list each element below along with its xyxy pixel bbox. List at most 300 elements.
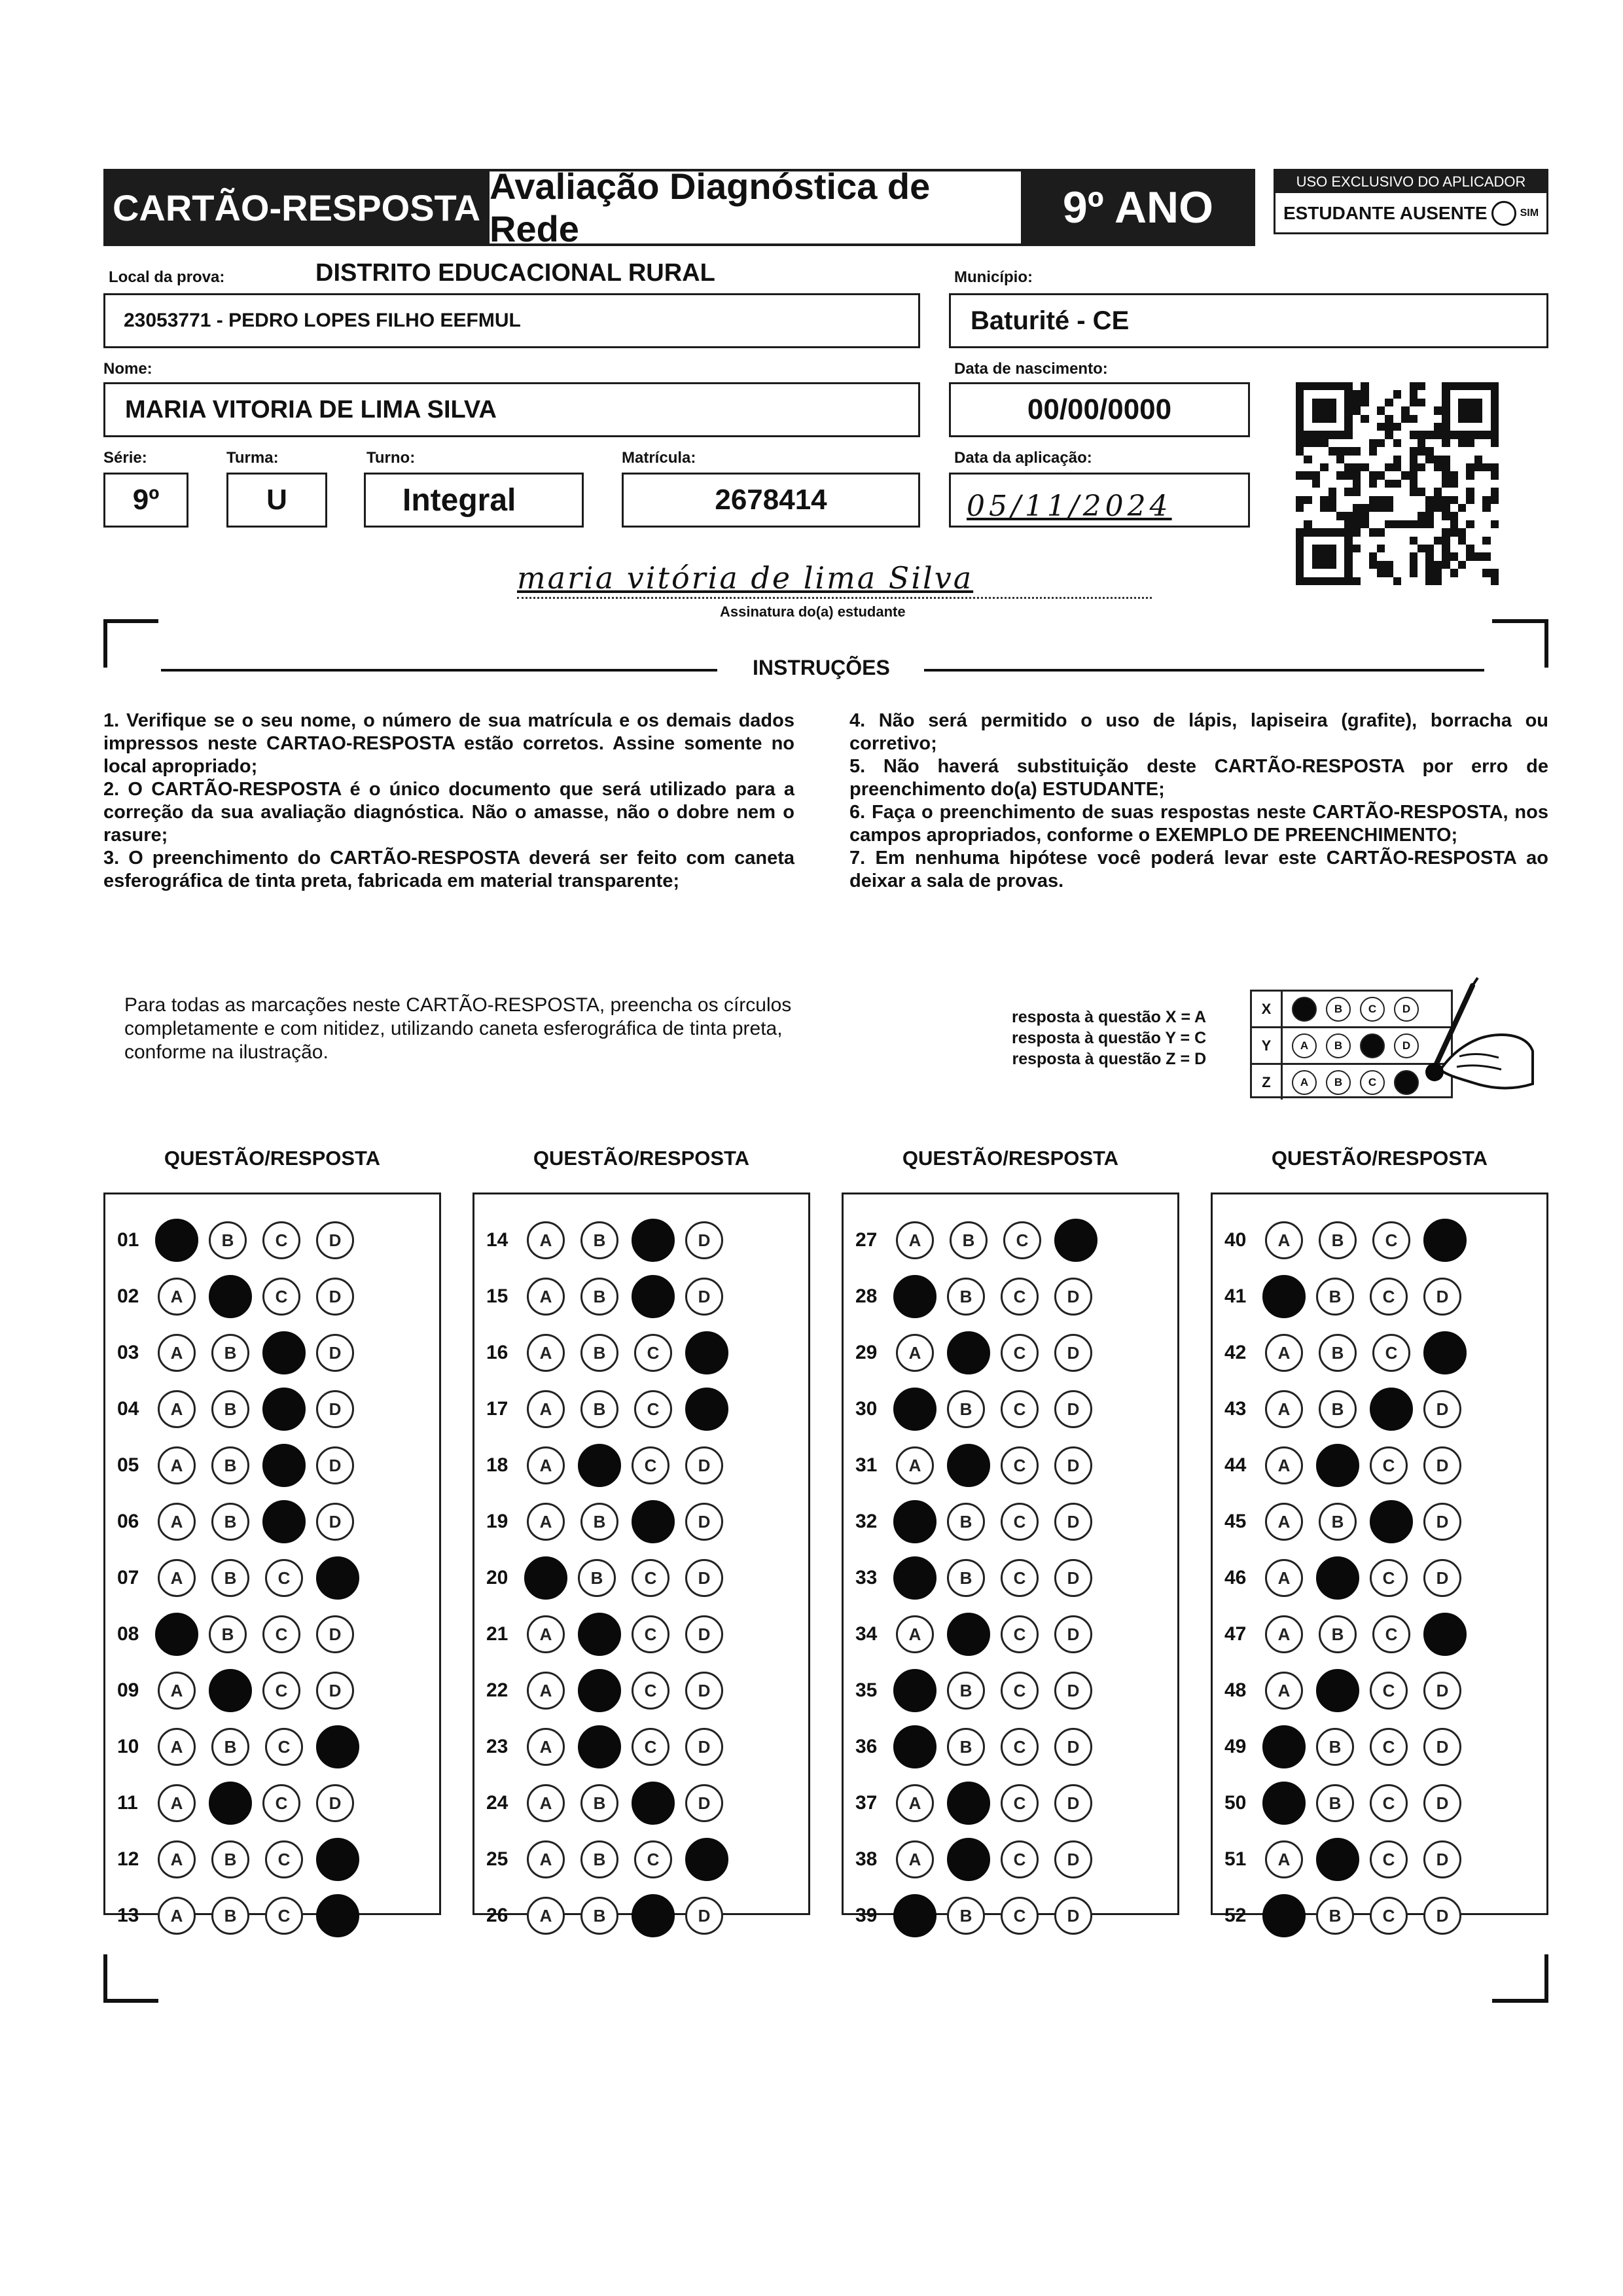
question-number: 24 bbox=[486, 1792, 508, 1814]
instructions-divider-left bbox=[161, 669, 717, 672]
answer-bubble-d[interactable]: D bbox=[1423, 1278, 1461, 1316]
answer-bubble-c[interactable]: C bbox=[632, 1559, 669, 1597]
answer-bubble-d[interactable]: D bbox=[1054, 1615, 1092, 1653]
answer-bubble-d[interactable]: D bbox=[685, 1784, 723, 1822]
question-row bbox=[1213, 1777, 1546, 1829]
question-number: 51 bbox=[1224, 1848, 1247, 1870]
answer-bubble-d[interactable]: D bbox=[316, 1446, 354, 1484]
answer-bubble-d[interactable]: D bbox=[685, 1221, 723, 1259]
class-label: Turma: bbox=[226, 449, 279, 467]
answer-bubble-a[interactable]: A bbox=[527, 1784, 565, 1822]
grade-value: 9º bbox=[132, 484, 160, 516]
answer-bubble-c[interactable] bbox=[632, 1219, 675, 1262]
answer-bubble-a[interactable] bbox=[1262, 1275, 1306, 1318]
answer-bubble-b[interactable]: B bbox=[580, 1840, 618, 1878]
example-legend-item: resposta à questão Y = C bbox=[1012, 1029, 1207, 1047]
question-number: 44 bbox=[1224, 1454, 1247, 1476]
answer-bubble-a[interactable]: A bbox=[158, 1784, 196, 1822]
answer-bubble-a[interactable] bbox=[893, 1894, 936, 1937]
question-row bbox=[105, 1383, 439, 1435]
answer-bubble-a[interactable]: A bbox=[158, 1503, 196, 1541]
answer-bubble-d[interactable]: D bbox=[1423, 1784, 1461, 1822]
question-number: 08 bbox=[117, 1623, 139, 1645]
question-number: 31 bbox=[855, 1454, 878, 1476]
answer-bubble-c[interactable]: C bbox=[1003, 1221, 1041, 1259]
answer-bubble-d[interactable]: D bbox=[1054, 1897, 1092, 1935]
answer-bubble-d[interactable]: D bbox=[1423, 1503, 1461, 1541]
answer-bubble-d[interactable]: D bbox=[1423, 1897, 1461, 1935]
answer-bubble-d[interactable]: D bbox=[1054, 1784, 1092, 1822]
answer-bubble-b[interactable] bbox=[947, 1782, 990, 1825]
answer-bubble-c[interactable]: C bbox=[265, 1559, 303, 1597]
question-row bbox=[474, 1214, 808, 1266]
answer-bubble-a[interactable]: A bbox=[1265, 1840, 1303, 1878]
answer-bubble-b[interactable]: B bbox=[578, 1559, 616, 1597]
answer-bubble-b[interactable] bbox=[209, 1275, 252, 1318]
answer-bubble-a[interactable]: A bbox=[1265, 1672, 1303, 1710]
answer-bubble-c[interactable]: C bbox=[1370, 1278, 1408, 1316]
answer-bubble-b[interactable] bbox=[947, 1613, 990, 1656]
answer-bubble-a[interactable]: A bbox=[158, 1334, 196, 1372]
question-row bbox=[1213, 1270, 1546, 1323]
answer-bubble-d[interactable]: D bbox=[685, 1897, 723, 1935]
answer-bubble-c[interactable]: C bbox=[634, 1334, 672, 1372]
instruction-item: 4. Não será permitido o uso de lápis, lapiseira (grafite), borracha ou corretivo; bbox=[849, 710, 1548, 754]
answer-bubble-a[interactable]: A bbox=[158, 1840, 196, 1878]
answer-bubble-d[interactable]: D bbox=[1054, 1334, 1092, 1372]
question-row bbox=[844, 1383, 1177, 1435]
answer-bubble-d[interactable]: D bbox=[316, 1672, 354, 1710]
answer-bubble-a[interactable]: A bbox=[158, 1728, 196, 1766]
question-row bbox=[844, 1833, 1177, 1886]
answer-bubble-a[interactable]: A bbox=[1265, 1390, 1303, 1428]
example-row-label: Z bbox=[1252, 1065, 1283, 1100]
answer-bubble-b[interactable] bbox=[1316, 1556, 1359, 1600]
answer-bubble-b[interactable] bbox=[209, 1669, 252, 1712]
answer-bubble-c[interactable] bbox=[262, 1500, 306, 1543]
answer-bubble-b[interactable]: B bbox=[211, 1840, 249, 1878]
municipality-field bbox=[949, 293, 1548, 348]
answer-bubble-c[interactable] bbox=[632, 1500, 675, 1543]
signature bbox=[517, 560, 1152, 599]
answer-bubble-c[interactable] bbox=[632, 1782, 675, 1825]
answer-bubble-a[interactable]: A bbox=[527, 1615, 565, 1653]
answer-bubble-d[interactable]: D bbox=[1054, 1390, 1092, 1428]
answer-bubble-c[interactable]: C bbox=[265, 1840, 303, 1878]
shift-value: Integral bbox=[402, 482, 516, 518]
question-row bbox=[474, 1777, 808, 1829]
question-row bbox=[474, 1383, 808, 1435]
question-row bbox=[1213, 1214, 1546, 1266]
answer-bubble-b[interactable]: B bbox=[211, 1897, 249, 1935]
answer-bubble-a[interactable]: A bbox=[896, 1615, 934, 1653]
answer-bubble-d[interactable] bbox=[685, 1331, 728, 1374]
question-number: 16 bbox=[486, 1342, 508, 1363]
answer-bubble-b[interactable]: B bbox=[1319, 1615, 1357, 1653]
answer-bubble-c[interactable]: C bbox=[634, 1840, 672, 1878]
answer-bubble-d[interactable] bbox=[1423, 1613, 1467, 1656]
example-row-label: Y bbox=[1252, 1028, 1283, 1063]
instruction-item: 6. Faça o preenchimento de suas respostas neste CARTÃO-RESPOSTA, nos campos apropriados, conforme o EXEMPLO DE PREENCHIMENTO; bbox=[849, 802, 1548, 846]
answer-bubble-c[interactable]: C bbox=[632, 1446, 669, 1484]
answer-bubble-d[interactable]: D bbox=[1423, 1390, 1461, 1428]
question-row bbox=[1213, 1890, 1546, 1942]
absent-student-checkbox[interactable] bbox=[1491, 201, 1516, 226]
answer-bubble-c[interactable]: C bbox=[1370, 1672, 1408, 1710]
answer-bubble-a[interactable]: A bbox=[1265, 1334, 1303, 1372]
question-number: 11 bbox=[117, 1792, 138, 1814]
answer-bubble-a[interactable]: A bbox=[527, 1278, 565, 1316]
answer-bubble-a[interactable] bbox=[893, 1725, 936, 1768]
answer-bubble-d[interactable]: D bbox=[1423, 1446, 1461, 1484]
answer-bubble-a[interactable]: A bbox=[527, 1897, 565, 1935]
answer-bubble-d[interactable]: D bbox=[1423, 1728, 1461, 1766]
answer-bubble-c[interactable]: C bbox=[634, 1390, 672, 1428]
answer-bubble-d[interactable]: D bbox=[1423, 1840, 1461, 1878]
answer-bubble-b[interactable]: B bbox=[1316, 1784, 1354, 1822]
question-row bbox=[105, 1890, 439, 1942]
answer-bubble-b[interactable]: B bbox=[947, 1503, 985, 1541]
answer-bubble-c[interactable]: C bbox=[1001, 1446, 1039, 1484]
answer-bubble-a[interactable]: A bbox=[896, 1334, 934, 1372]
answer-bubble-a[interactable]: A bbox=[527, 1728, 565, 1766]
question-number: 37 bbox=[855, 1792, 878, 1814]
answer-bubble-c[interactable]: C bbox=[262, 1615, 300, 1653]
answer-bubble-c[interactable]: C bbox=[265, 1897, 303, 1935]
question-number: 09 bbox=[117, 1679, 139, 1701]
answer-bubble-a[interactable]: A bbox=[1265, 1559, 1303, 1597]
answer-bubble-a[interactable]: A bbox=[158, 1897, 196, 1935]
answer-bubble-d[interactable] bbox=[1054, 1219, 1097, 1262]
answer-bubble-c[interactable] bbox=[632, 1894, 675, 1937]
example-bubble-c: C bbox=[1360, 1070, 1385, 1095]
question-row bbox=[474, 1833, 808, 1886]
question-number: 28 bbox=[855, 1285, 878, 1307]
answer-bubble-b[interactable]: B bbox=[211, 1446, 249, 1484]
example-legend-item: resposta à questão X = A bbox=[1012, 1008, 1207, 1026]
question-row bbox=[105, 1664, 439, 1717]
question-row bbox=[474, 1327, 808, 1379]
exam-title: Avaliação Diagnóstica de Rede bbox=[490, 169, 1021, 246]
answer-bubble-d[interactable] bbox=[1423, 1219, 1467, 1262]
answer-bubble-c[interactable] bbox=[632, 1275, 675, 1318]
answer-bubble-c[interactable]: C bbox=[1370, 1840, 1408, 1878]
answer-bubble-c[interactable]: C bbox=[1001, 1784, 1039, 1822]
question-row bbox=[844, 1890, 1177, 1942]
answer-bubble-b[interactable]: B bbox=[211, 1390, 249, 1428]
answer-bubble-a[interactable] bbox=[524, 1556, 567, 1600]
answer-bubble-b[interactable]: B bbox=[211, 1334, 249, 1372]
answer-bubble-d[interactable]: D bbox=[685, 1446, 723, 1484]
answer-bubble-c[interactable]: C bbox=[1001, 1728, 1039, 1766]
answer-bubble-c[interactable]: C bbox=[1372, 1334, 1410, 1372]
question-row bbox=[1213, 1608, 1546, 1660]
corner-mark-top-left bbox=[103, 619, 158, 623]
question-number: 06 bbox=[117, 1511, 139, 1532]
question-number: 30 bbox=[855, 1398, 878, 1420]
answer-bubble-d[interactable]: D bbox=[685, 1559, 723, 1597]
question-row bbox=[844, 1270, 1177, 1323]
question-row bbox=[844, 1552, 1177, 1604]
answer-bubble-d[interactable]: D bbox=[1054, 1559, 1092, 1597]
answer-bubble-a[interactable]: A bbox=[527, 1390, 565, 1428]
answers-column-header: QUESTÃO/RESPOSTA bbox=[1271, 1147, 1488, 1170]
corner-mark-top-right bbox=[1492, 619, 1548, 623]
answer-bubble-a[interactable] bbox=[1262, 1725, 1306, 1768]
school-field bbox=[103, 293, 920, 348]
answer-bubble-a[interactable]: A bbox=[158, 1446, 196, 1484]
answer-bubble-b[interactable]: B bbox=[947, 1278, 985, 1316]
answer-bubble-a[interactable]: A bbox=[896, 1840, 934, 1878]
answers-column-header: QUESTÃO/RESPOSTA bbox=[902, 1147, 1119, 1170]
example-bubble-a bbox=[1292, 997, 1317, 1022]
answer-bubble-d[interactable] bbox=[316, 1894, 359, 1937]
answer-bubble-b[interactable]: B bbox=[580, 1897, 618, 1935]
answer-bubble-a[interactable]: A bbox=[527, 1446, 565, 1484]
example-bubble-a: A bbox=[1292, 1070, 1317, 1095]
question-row bbox=[105, 1833, 439, 1886]
answer-bubble-a[interactable]: A bbox=[527, 1334, 565, 1372]
grade-field bbox=[103, 473, 188, 528]
answer-bubble-a[interactable] bbox=[893, 1556, 936, 1600]
question-row bbox=[844, 1777, 1177, 1829]
answer-bubble-b[interactable] bbox=[1316, 1444, 1359, 1487]
answer-bubble-b[interactable] bbox=[578, 1444, 621, 1487]
answer-bubble-b[interactable]: B bbox=[580, 1278, 618, 1316]
answer-bubble-d[interactable]: D bbox=[316, 1615, 354, 1653]
shift-label: Turno: bbox=[366, 449, 416, 467]
answer-bubble-b[interactable]: B bbox=[580, 1221, 618, 1259]
answer-bubble-c[interactable]: C bbox=[1001, 1334, 1039, 1372]
answer-bubble-d[interactable] bbox=[316, 1838, 359, 1881]
answer-bubble-d[interactable]: D bbox=[316, 1390, 354, 1428]
answer-bubble-a[interactable]: A bbox=[527, 1840, 565, 1878]
answers-column-header: QUESTÃO/RESPOSTA bbox=[164, 1147, 381, 1170]
answer-bubble-b[interactable]: B bbox=[947, 1559, 985, 1597]
answer-bubble-a[interactable] bbox=[1262, 1782, 1306, 1825]
application-date-label: Data da aplicação: bbox=[954, 449, 1092, 467]
answer-bubble-c[interactable]: C bbox=[1001, 1672, 1039, 1710]
answer-bubble-b[interactable] bbox=[578, 1669, 621, 1712]
answer-bubble-a[interactable]: A bbox=[158, 1559, 196, 1597]
answer-bubble-d[interactable]: D bbox=[1054, 1728, 1092, 1766]
question-row bbox=[1213, 1833, 1546, 1886]
answer-bubble-b[interactable]: B bbox=[1319, 1221, 1357, 1259]
question-number: 01 bbox=[117, 1229, 139, 1251]
question-number: 34 bbox=[855, 1623, 878, 1645]
answer-bubble-b[interactable]: B bbox=[580, 1503, 618, 1541]
answer-bubble-b[interactable]: B bbox=[209, 1615, 247, 1653]
answer-bubble-b[interactable] bbox=[209, 1782, 252, 1825]
answer-bubble-a[interactable]: A bbox=[527, 1503, 565, 1541]
example-legend bbox=[1012, 1007, 1206, 1069]
question-row bbox=[844, 1721, 1177, 1773]
answer-bubble-d[interactable]: D bbox=[1423, 1559, 1461, 1597]
answer-bubble-c[interactable]: C bbox=[1372, 1615, 1410, 1653]
question-row bbox=[474, 1439, 808, 1492]
answer-bubble-d[interactable]: D bbox=[1054, 1840, 1092, 1878]
question-row bbox=[105, 1439, 439, 1492]
name-label: Nome: bbox=[103, 360, 152, 378]
answer-bubble-b[interactable]: B bbox=[1316, 1728, 1354, 1766]
answer-bubble-c[interactable]: C bbox=[1001, 1615, 1039, 1653]
answer-bubble-b[interactable]: B bbox=[211, 1728, 249, 1766]
answer-bubble-b[interactable]: B bbox=[209, 1221, 247, 1259]
answer-bubble-d[interactable]: D bbox=[685, 1728, 723, 1766]
answer-bubble-c[interactable]: C bbox=[262, 1221, 300, 1259]
answer-bubble-b[interactable]: B bbox=[947, 1390, 985, 1428]
answer-bubble-c[interactable]: C bbox=[1370, 1559, 1408, 1597]
answer-bubble-b[interactable]: B bbox=[1319, 1503, 1357, 1541]
answer-bubble-a[interactable] bbox=[155, 1613, 198, 1656]
answer-bubble-c[interactable] bbox=[262, 1388, 306, 1431]
answer-bubble-d[interactable] bbox=[685, 1838, 728, 1881]
answer-bubble-d[interactable]: D bbox=[316, 1278, 354, 1316]
answer-bubble-d[interactable] bbox=[316, 1725, 359, 1768]
answer-bubble-c[interactable] bbox=[1370, 1388, 1413, 1431]
answer-bubble-b[interactable] bbox=[1316, 1669, 1359, 1712]
answer-bubble-c[interactable] bbox=[262, 1331, 306, 1374]
instruction-item: 2. O CARTÃO-RESPOSTA é o único documento que será utilizado para a correção da sua avaliação diagnóstica. Não o amasse, não o dobre nem o rasure; bbox=[103, 779, 794, 846]
answer-bubble-a[interactable]: A bbox=[527, 1672, 565, 1710]
answer-bubble-c[interactable]: C bbox=[1370, 1784, 1408, 1822]
answer-bubble-a[interactable]: A bbox=[1265, 1446, 1303, 1484]
answer-bubble-b[interactable] bbox=[947, 1331, 990, 1374]
question-number: 21 bbox=[486, 1623, 508, 1645]
name-field bbox=[103, 382, 920, 437]
answer-bubble-d[interactable]: D bbox=[1054, 1672, 1092, 1710]
question-number: 40 bbox=[1224, 1229, 1247, 1251]
instructions-right-column bbox=[849, 709, 1548, 893]
corner-mark-top-right-vertical bbox=[1544, 619, 1548, 668]
answer-bubble-b[interactable]: B bbox=[947, 1897, 985, 1935]
answer-bubble-b[interactable]: B bbox=[211, 1503, 249, 1541]
answer-bubble-d[interactable]: D bbox=[316, 1334, 354, 1372]
example-bubble-d: D bbox=[1394, 997, 1419, 1022]
instruction-item: 1. Verifique se o seu nome, o número de sua matrícula e os demais dados impressos neste CARTAO-RESPOSTA estão corretos. Assine somente no local apropriado; bbox=[103, 710, 794, 777]
answer-bubble-b[interactable]: B bbox=[947, 1672, 985, 1710]
answer-bubble-d[interactable]: D bbox=[316, 1503, 354, 1541]
answer-bubble-c[interactable]: C bbox=[1001, 1559, 1039, 1597]
question-row bbox=[1213, 1664, 1546, 1717]
answer-bubble-d[interactable]: D bbox=[1423, 1672, 1461, 1710]
question-row bbox=[105, 1214, 439, 1266]
answer-bubble-a[interactable]: A bbox=[1265, 1503, 1303, 1541]
answer-bubble-d[interactable]: D bbox=[685, 1278, 723, 1316]
fill-instructions-note: Para todas as marcações neste CARTÃO-RESPOSTA, preencha os círculos completamente e com nitidez, utilizando caneta esferográfica de tinta preta, conforme na ilustração. bbox=[124, 994, 792, 1063]
answer-bubble-a[interactable]: A bbox=[527, 1221, 565, 1259]
answer-bubble-d[interactable] bbox=[685, 1388, 728, 1431]
example-bubble-a: A bbox=[1292, 1033, 1317, 1058]
answer-bubble-c[interactable]: C bbox=[262, 1784, 300, 1822]
instructions-divider-right bbox=[924, 669, 1484, 672]
school-value: 23053771 - PEDRO LOPES FILHO EEFMUL bbox=[124, 310, 521, 331]
answer-bubble-a[interactable]: A bbox=[158, 1278, 196, 1316]
answer-bubble-b[interactable]: B bbox=[1316, 1897, 1354, 1935]
answer-bubble-a[interactable] bbox=[893, 1669, 936, 1712]
instruction-item: 7. Em nenhuma hipótese você poderá levar este CARTÃO-RESPOSTA ao deixar a sala de provas. bbox=[849, 848, 1548, 891]
answer-bubble-c[interactable]: C bbox=[1001, 1278, 1039, 1316]
answer-bubble-b[interactable]: B bbox=[580, 1390, 618, 1428]
question-row bbox=[474, 1721, 808, 1773]
answer-bubble-b[interactable] bbox=[1316, 1838, 1359, 1881]
answer-bubble-c[interactable]: C bbox=[1001, 1840, 1039, 1878]
answer-bubble-b[interactable] bbox=[578, 1725, 621, 1768]
answer-bubble-a[interactable]: A bbox=[896, 1221, 934, 1259]
answer-bubble-b[interactable]: B bbox=[1319, 1334, 1357, 1372]
answer-bubble-c[interactable]: C bbox=[632, 1615, 669, 1653]
answer-bubble-d[interactable]: D bbox=[1054, 1503, 1092, 1541]
answer-bubble-c[interactable]: C bbox=[1370, 1446, 1408, 1484]
answer-bubble-d[interactable] bbox=[316, 1556, 359, 1600]
answer-bubble-c[interactable]: C bbox=[262, 1278, 300, 1316]
answer-bubble-d[interactable]: D bbox=[685, 1615, 723, 1653]
birthdate-value: 00/00/0000 bbox=[1027, 393, 1172, 425]
answer-bubble-b[interactable]: B bbox=[580, 1334, 618, 1372]
answer-bubble-a[interactable] bbox=[155, 1219, 198, 1262]
answer-bubble-c[interactable]: C bbox=[632, 1672, 669, 1710]
corner-mark-bottom-right-vertical bbox=[1544, 1954, 1548, 2003]
answer-bubble-d[interactable]: D bbox=[316, 1221, 354, 1259]
question-row bbox=[105, 1721, 439, 1773]
card-title: CARTÃO-RESPOSTA bbox=[103, 169, 490, 246]
question-number: 36 bbox=[855, 1736, 878, 1757]
answer-bubble-c[interactable]: C bbox=[1001, 1390, 1039, 1428]
answer-bubble-d[interactable] bbox=[1423, 1331, 1467, 1374]
question-number: 02 bbox=[117, 1285, 139, 1307]
answer-bubble-d[interactable]: D bbox=[685, 1503, 723, 1541]
answer-bubble-a[interactable] bbox=[1262, 1894, 1306, 1937]
answer-bubble-a[interactable]: A bbox=[158, 1390, 196, 1428]
answer-bubble-b[interactable]: B bbox=[950, 1221, 988, 1259]
answer-bubble-b[interactable]: B bbox=[580, 1784, 618, 1822]
answer-bubble-b[interactable] bbox=[947, 1838, 990, 1881]
answer-bubble-b[interactable] bbox=[578, 1613, 621, 1656]
answer-bubble-c[interactable]: C bbox=[262, 1672, 300, 1710]
answer-bubble-a[interactable]: A bbox=[896, 1446, 934, 1484]
answer-bubble-c[interactable]: C bbox=[1372, 1221, 1410, 1259]
answer-bubble-c[interactable]: C bbox=[1370, 1897, 1408, 1935]
question-number: 50 bbox=[1224, 1792, 1247, 1814]
answer-bubble-c[interactable]: C bbox=[632, 1728, 669, 1766]
answer-bubble-c[interactable]: C bbox=[1370, 1728, 1408, 1766]
answer-bubble-c[interactable] bbox=[262, 1444, 306, 1487]
answer-bubble-b[interactable]: B bbox=[947, 1728, 985, 1766]
municipality-label: Município: bbox=[954, 268, 1033, 286]
answer-bubble-b[interactable] bbox=[947, 1444, 990, 1487]
answer-bubble-d[interactable]: D bbox=[316, 1784, 354, 1822]
answer-bubble-a[interactable] bbox=[893, 1275, 936, 1318]
question-number: 04 bbox=[117, 1398, 139, 1420]
answer-bubble-d[interactable]: D bbox=[685, 1672, 723, 1710]
answer-bubble-c[interactable]: C bbox=[265, 1728, 303, 1766]
example-bubble-d: D bbox=[1394, 1033, 1419, 1058]
answer-bubble-d[interactable]: D bbox=[1054, 1446, 1092, 1484]
answer-bubble-c[interactable]: C bbox=[1001, 1503, 1039, 1541]
answer-bubble-c[interactable] bbox=[1370, 1500, 1413, 1543]
answer-bubble-a[interactable]: A bbox=[896, 1784, 934, 1822]
answer-bubble-c[interactable]: C bbox=[1001, 1897, 1039, 1935]
answer-bubble-b[interactable]: B bbox=[1319, 1390, 1357, 1428]
answer-bubble-a[interactable]: A bbox=[1265, 1221, 1303, 1259]
answer-bubble-a[interactable] bbox=[893, 1388, 936, 1431]
answer-bubble-b[interactable]: B bbox=[211, 1559, 249, 1597]
answer-bubble-a[interactable]: A bbox=[158, 1672, 196, 1710]
answer-bubble-d[interactable]: D bbox=[1054, 1278, 1092, 1316]
answer-bubble-a[interactable]: A bbox=[1265, 1615, 1303, 1653]
answer-bubble-a[interactable] bbox=[893, 1500, 936, 1543]
answer-bubble-b[interactable]: B bbox=[1316, 1278, 1354, 1316]
